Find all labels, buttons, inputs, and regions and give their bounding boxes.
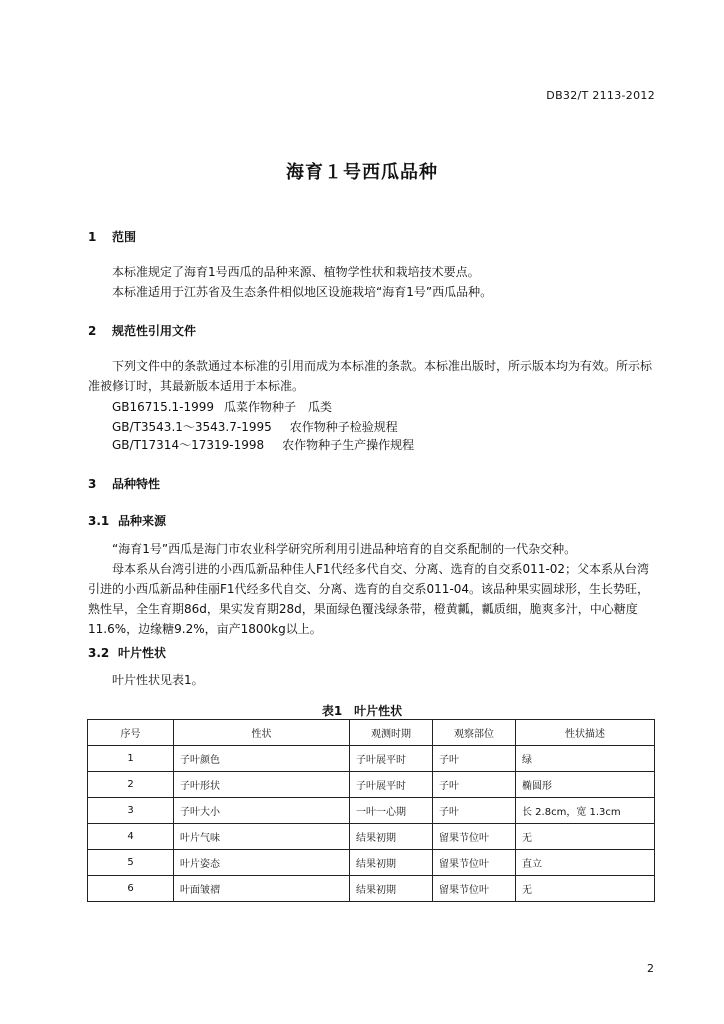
section-number: 3 (88, 477, 97, 491)
section-title: 范围 (112, 230, 137, 244)
table-cell: 留果节位叶 (433, 850, 516, 876)
table-cell: 无 (516, 876, 655, 902)
table-cell: 留果节位叶 (433, 876, 516, 902)
column-header: 性状 (174, 720, 350, 746)
section-title: 品种来源 (118, 514, 167, 528)
section-3-2-paragraph: 叶片性状见表1。 (112, 673, 204, 687)
section-number: 2 (88, 324, 97, 338)
reference-name: 农作物种子生产操作规程 (282, 438, 415, 452)
leaf-traits-table (87, 719, 655, 902)
table-row (88, 876, 655, 902)
table-cell: 叶片气味 (174, 824, 350, 850)
reference-item (112, 436, 414, 453)
paragraph: 母本系从台湾引进的小西瓜新品种佳人F1代经多代自交、分离、选育的自交系011-02；父本系从台湾引进的小西瓜新品种佳丽F1代经多代自交、分离、选育的自交系011-04。该品种果实圆球形，生长势旺，熟性早，全生育期86d，果实发育期28d，果面绿色覆浅绿条带，橙黄瓤，瓤质细，脆爽多汁，中心糖度11.6%，边缘糖9.2%，亩产1800kg以上。 (88, 562, 650, 636)
table-row (88, 798, 655, 824)
table-cell: 结果初期 (350, 850, 433, 876)
table-cell: 子叶 (433, 798, 516, 824)
section-number: 3.1 (88, 514, 110, 528)
column-header: 观测时期 (350, 720, 433, 746)
section-title: 叶片性状 (118, 646, 167, 660)
column-header: 性状描述 (516, 720, 655, 746)
section-number: 3.2 (88, 646, 110, 660)
column-header: 序号 (88, 720, 174, 746)
standard-code: DB32/T 2113-2012 (546, 89, 655, 102)
table-cell: 子叶大小 (174, 798, 350, 824)
table-cell: 子叶 (433, 772, 516, 798)
table-cell: 留果节位叶 (433, 824, 516, 850)
reference-name: 瓜菜作物种子 瓜类 (224, 400, 333, 414)
table-cell: 4 (88, 824, 174, 850)
table-cell: 3 (88, 798, 174, 824)
table-cell: 结果初期 (350, 824, 433, 850)
paragraph: “海育1号”西瓜是海门市农业科学研究所利用引进品种培育的自交系配制的一代杂交种。 (112, 542, 577, 556)
paragraph: 本标准规定了海育1号西瓜的品种来源、植物学性状和栽培技术要点。 (112, 265, 480, 279)
table-cell: 绿 (516, 746, 655, 772)
section-title: 规范性引用文件 (112, 324, 197, 338)
table-cell: 子叶形状 (174, 772, 350, 798)
section-title: 品种特性 (112, 477, 161, 491)
table-row (88, 850, 655, 876)
table-cell: 6 (88, 876, 174, 902)
table-cell: 椭圆形 (516, 772, 655, 798)
table-cell: 结果初期 (350, 876, 433, 902)
table-header-row (88, 720, 655, 746)
table-row (88, 772, 655, 798)
table-cell: 子叶展平时 (350, 772, 433, 798)
table-cell: 子叶展平时 (350, 746, 433, 772)
table-cell: 子叶 (433, 746, 516, 772)
table-row (88, 824, 655, 850)
table-cell: 一叶一心期 (350, 798, 433, 824)
section-number: 1 (88, 230, 97, 244)
table-cell: 1 (88, 746, 174, 772)
table-cell: 长 2.8cm，宽 1.3cm (516, 798, 655, 824)
document-title: 海育１号西瓜品种 (286, 162, 438, 183)
table-cell: 5 (88, 850, 174, 876)
page-number: 2 (647, 962, 654, 975)
table-cell: 叶片姿态 (174, 850, 350, 876)
section-3-1-body (88, 539, 658, 639)
table-cell: 无 (516, 824, 655, 850)
table-row (88, 746, 655, 772)
table-cell: 2 (88, 772, 174, 798)
reference-code: GB/T17314～17319-1998 (112, 438, 265, 452)
table-cell: 直立 (516, 850, 655, 876)
reference-code: GB16715.1-1999 (112, 400, 215, 414)
reference-item (112, 398, 332, 415)
section-1-body (88, 262, 658, 302)
section-3-1-heading (88, 512, 166, 529)
column-header: 观察部位 (433, 720, 516, 746)
reference-code: GB/T3543.1～3543.7-1995 (112, 420, 272, 434)
reference-item (112, 418, 398, 435)
section-2-paragraph: 下列文件中的条款通过本标准的引用而成为本标准的条款。本标准出版时，所示版本均为有效。所示标准被修订时，其最新版本适用于本标准。 (88, 359, 653, 393)
reference-name: 农作物种子检验规程 (289, 420, 398, 434)
section-1-heading (88, 228, 136, 245)
section-3-heading (88, 475, 160, 492)
table-cell: 子叶颜色 (174, 746, 350, 772)
section-2-heading (88, 322, 196, 339)
table-caption: 表1 叶片性状 (321, 704, 403, 718)
section-3-2-heading (88, 644, 166, 661)
paragraph: 本标准适用于江苏省及生态条件相似地区设施栽培“海育1号”西瓜品种。 (112, 285, 493, 299)
table-cell: 叶面皱褶 (174, 876, 350, 902)
